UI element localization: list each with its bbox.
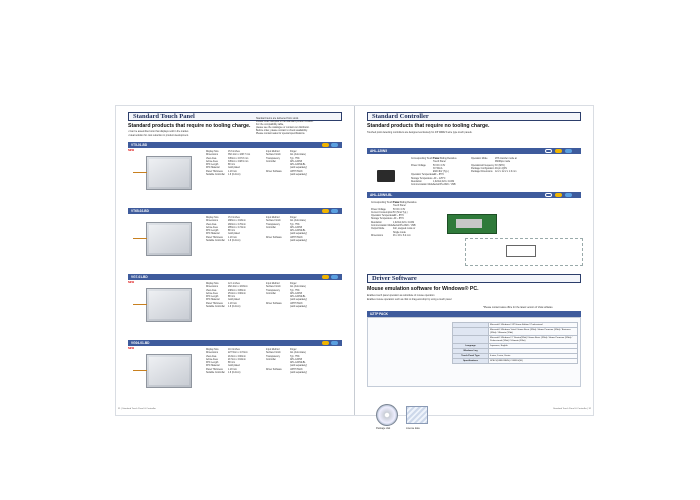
spec-label: Active Area [206, 160, 218, 163]
product-bar [128, 340, 342, 346]
note-line-1: Standard items are delivered from stock. [256, 117, 299, 120]
spec-label: Transparency [266, 289, 280, 292]
spec-value: 12.2 x 12.2 x 1.6 mm [495, 171, 517, 174]
product-model: VG7-01-BD [131, 274, 148, 279]
catalog-spread [116, 106, 593, 430]
spec-value: 10.4 inches [228, 349, 240, 351]
os-row [453, 336, 578, 344]
spec-label: FPC Length [206, 230, 219, 233]
spec-value: 285mm x 174mm [228, 226, 246, 229]
touch-panel-image [146, 156, 192, 190]
spec-value: 9600bps mode [495, 161, 511, 164]
spec-value: AG (Anti-Glare) [290, 286, 306, 289]
spec-row [206, 372, 346, 375]
spec-label: Driver Software [266, 302, 282, 305]
spec-label: Input Method [266, 217, 280, 219]
controller-subtitle: Standard products that require no tooling charge. [367, 123, 490, 129]
spec-value: (sold separately) [290, 372, 307, 375]
touch-panel-image [146, 288, 192, 322]
spec-value: 1.6 (0.2mm) [228, 306, 241, 309]
spec-label: Operational Frequency [471, 164, 495, 167]
controller-model-2: AHL-120N9-BL [370, 192, 393, 197]
spec-label: Operation Mode [471, 158, 488, 160]
spec-value: 1.6 (0.2mm) [228, 174, 241, 177]
spec-value: UZTP PACK [290, 170, 303, 173]
badge-icon [565, 149, 572, 153]
note-line-2: Please order samples of the standard product models. [256, 120, 314, 123]
bullet-2: • Ideal solution for cost reduction in product development. [128, 133, 189, 137]
badge-icon [313, 209, 320, 213]
spec-value: 46 x 18 x 8.2 mm [393, 234, 411, 237]
spec-value: 12.1 inches [228, 283, 240, 285]
spec-label: Power Voltage [371, 208, 386, 211]
touch-panel-image [146, 354, 192, 388]
os-support-table [452, 322, 578, 364]
spec-value: AG (Anti-Glare) [290, 220, 306, 223]
badge-icon [545, 193, 552, 197]
spec-value: 251mm x 190mm [228, 292, 246, 295]
spec-label: Input Method [266, 349, 280, 351]
os-row-label: Windows Log [453, 349, 489, 354]
os-row-value: SPEC/(UNIFORMS) CONFIG(30) [489, 359, 578, 364]
spec-label: View Area [206, 157, 217, 160]
os-row-value: Japanese, English [489, 344, 578, 349]
fpc-cable [133, 370, 147, 371]
spec-value: Finger [290, 151, 297, 153]
spec-value: 3V 50mA [433, 167, 443, 170]
spec-value: -20 ~ 85°C [393, 215, 405, 218]
spec-label: FPC Material [206, 299, 220, 302]
fpc-cable [133, 238, 147, 239]
spec-value: 1.18 mm [228, 302, 237, 305]
spec-label: FPC Length [206, 362, 219, 365]
badge-icon [331, 275, 338, 279]
spec-value: 88 mm [228, 362, 236, 365]
spec-value: (sold separately) [290, 365, 307, 368]
os-row-label [453, 336, 489, 344]
bullet-1: • Can be assembled onto that displays sold in the market. [128, 130, 189, 133]
product-specs [206, 151, 346, 177]
badge-icon [555, 149, 562, 153]
controller-board-image [447, 214, 497, 234]
new-badge: NEW [128, 281, 135, 284]
os-row-label [453, 328, 489, 336]
left-footer: 31 | Standard Touch Panel & Controller [118, 408, 156, 410]
spec-value: 1.18 mm [228, 236, 237, 239]
panel-glass [149, 291, 189, 319]
spec-value: AHL-120N5 [290, 292, 303, 295]
badge-icon [331, 209, 338, 213]
spec-label: Output Mode [371, 228, 385, 231]
spec-label: Display Size [206, 283, 219, 285]
controller-model-1: AHL-120N5 [370, 148, 388, 153]
product-specs [206, 349, 346, 375]
badge-icon [322, 275, 329, 279]
right-page-number: 32 [588, 408, 591, 410]
spec-label: Storage Temperature [371, 218, 393, 221]
spec-label: Driver Software [266, 368, 282, 371]
spec-label: Driver Software [266, 236, 282, 239]
new-badge: NEW [128, 347, 135, 350]
spec-label: View Area [206, 289, 217, 292]
spec-value: 1.18 mm [228, 170, 237, 173]
connection-diagram [465, 238, 583, 266]
spec-value: 282mm x 170mm [228, 223, 246, 226]
right-footer-text: Standard Touch Panel & Controller [553, 408, 587, 410]
spec-value: 5V DC 3.3V [393, 208, 406, 211]
note-line-3: For the compatibility table, [256, 123, 284, 126]
spec-value: 1,024x1,024 x 10-Bit [433, 181, 455, 184]
os-row-value: Microsoft® Windows® XP Home Edition / Professional [489, 323, 578, 328]
spec-label: Communication Mode [371, 225, 394, 228]
package-label: Package disk [376, 427, 391, 430]
spec-value: Typ. 75% [290, 355, 300, 358]
spec-label: Dimensions [206, 154, 218, 157]
spec-label: Resolution [371, 221, 382, 224]
fpc-cable [133, 172, 147, 173]
uztp-pack-label: UZTP PACK [370, 311, 388, 316]
spec-value: Gold plated [228, 365, 240, 368]
spec-value: AHL-120N9-BL [290, 230, 306, 233]
spec-value: Touch Panel [393, 205, 406, 208]
badge-icon [545, 149, 552, 153]
spec-value: 1.6 (0.2mm) [228, 240, 241, 243]
spec-value: (sold separately) [290, 306, 307, 309]
controller-title: Standard Controller [372, 113, 429, 120]
manual-icon [406, 406, 428, 424]
product-model: VT65-02-BD [131, 208, 149, 213]
spec-value: AHL-120N9-BL [290, 164, 306, 167]
spec-label: View Area [206, 223, 217, 226]
manual-label: License data [406, 427, 420, 430]
spec-value: 213mm x 160mm [228, 355, 246, 358]
spec-value: 15.0 inches [228, 217, 240, 219]
spec-label: FPC Length [206, 164, 219, 167]
badge-icon [565, 193, 572, 197]
spec-value: AG (Anti-Glare) [290, 154, 306, 157]
spec-label: Surface Finish [266, 352, 281, 355]
spec-label: View Area [206, 355, 217, 358]
product-model: VT5-01-BD [131, 142, 148, 147]
spec-label: Input Method [266, 151, 280, 153]
spec-label: Transparency [266, 157, 280, 160]
spec-value: 5V (5mA Typ.) [393, 211, 408, 214]
spec-label: Suitable Controller [206, 240, 225, 243]
spec-value: Gold plated [228, 299, 240, 302]
right-footer: Standard Touch Panel & Controller | 32 [553, 408, 591, 410]
spec-label: Panel Thickness [206, 236, 223, 239]
spec-label: Suitable Controller [206, 372, 225, 375]
os-row [453, 328, 578, 336]
spec-value: 5 wire Sliding Resistive [433, 158, 457, 160]
controller-bar-1 [367, 148, 581, 154]
spec-label: Display Size [206, 151, 219, 153]
spec-value: 2HS transfer mode at [495, 158, 517, 160]
badge-icon [331, 143, 338, 147]
spec-value: UZTP PACK [290, 368, 303, 371]
spec-label: Controller [266, 358, 276, 361]
product-bar [128, 142, 342, 148]
spec-label: FPC Material [206, 167, 220, 170]
spec-value: AHL-120N9-BL [290, 362, 306, 365]
spec-value: 1.6 (0.2mm) [228, 372, 241, 375]
driver-bullet-1: Enables touch panel operation as substitute of mouse operation [367, 294, 435, 297]
spec-label: Dimensions [206, 220, 218, 223]
spec-label: Active Area [206, 292, 218, 295]
spec-label: Corresponding Touch Panel [371, 202, 400, 204]
badge-icon [322, 341, 329, 345]
spec-value: Typ. 75% [290, 223, 300, 226]
spec-value: -40 ~ 85°C [393, 218, 405, 221]
spec-value: Finger [290, 283, 297, 285]
spec-label: Resolution [411, 181, 422, 184]
spec-value: Finger [290, 349, 297, 351]
product-model: VG04-01-BD [131, 340, 150, 345]
badge-icon [322, 143, 329, 147]
left-page-number: 31 [118, 408, 121, 410]
spec-value: (sold separately) [290, 233, 307, 236]
cd-disc-icon [376, 404, 398, 426]
spec-value: 298mm x 193mm [228, 220, 246, 223]
right-page [355, 106, 593, 430]
spec-value: Single mode [393, 231, 406, 234]
spec-value: (sold separately) [290, 299, 307, 302]
spec-value: (sold separately) [290, 240, 307, 243]
spec-label: Communication Mode [411, 184, 434, 187]
badge-icon [313, 143, 320, 147]
controller-desc: Touched point detecting controllers are designed exclusively for 4/5 WIRE 5-wire type touch panels. [367, 131, 473, 134]
spec-label: Dimensions [206, 352, 218, 355]
spec-label: Dimensions [206, 286, 218, 289]
spec-value: 352.1mm x 208.7 mm [228, 154, 251, 157]
spec-row [411, 184, 551, 187]
product-specs [206, 283, 346, 309]
left-footer-text: Standard Touch Panel & Controller [122, 408, 156, 410]
spec-label: Surface Finish [266, 286, 281, 289]
spec-label: Transparency [266, 355, 280, 358]
spec-label: Power Voltage [411, 164, 426, 167]
os-row-label: Touch Panel Type [453, 354, 489, 359]
spec-value: 227.5mm x 172mm [228, 352, 248, 355]
spec-value: Gold plated [228, 167, 240, 170]
spec-label: Current Consumption [371, 211, 393, 214]
spec-label: Controller [266, 226, 276, 229]
panel-glass [149, 225, 189, 253]
spec-label: Dimensions [371, 234, 383, 237]
note-line-5: Before order, please contact to check availability. [256, 129, 308, 132]
spec-label: Display Size [206, 217, 219, 219]
spec-label: Corresponding Touch Panel [411, 158, 440, 160]
spec-value: 1,024x1,024 x 10-Bit [393, 221, 415, 224]
spec-label: Panel Thickness [206, 368, 223, 371]
spec-label: Surface Finish [266, 220, 281, 223]
spec-value: Typ. 75% [290, 157, 300, 160]
product-specs [206, 217, 346, 243]
spec-value: UZTP PACK [290, 236, 303, 239]
os-row-label: Language [453, 344, 489, 349]
fpc-cable [133, 304, 147, 305]
touch-panel-title: Standard Touch Panel [133, 113, 195, 120]
spec-label: Active Area [206, 358, 218, 361]
spec-value: 248mm x 186mm [228, 289, 246, 292]
touch-panel-subtitle: Standard products that require no tooling charge. [128, 123, 251, 129]
spec-value: 5V DC 3.3V [433, 164, 446, 167]
spec-label: Transparency [266, 223, 280, 226]
controller-header [367, 112, 581, 121]
spec-label: Controller [266, 160, 276, 163]
spec-value: 88 mm [228, 230, 236, 233]
os-row-value: 4-wire, 5-wire, 8-wire [489, 354, 578, 359]
spec-value: AHL-120N5 [290, 226, 303, 229]
spec-value: -40 ~ 125°C [433, 177, 446, 180]
spec-value: 88 mm [228, 296, 236, 299]
spec-value: Full, stepped mode or [393, 228, 416, 231]
spec-value: Typ. 75% [290, 289, 300, 292]
os-row-value: Microsoft® Windows® 7 Starter(32bit) / Home Basic (32bit) / Home Premium (32bit) / Professional (32bit) / Ultimate (32bit) [489, 336, 578, 344]
spec-value: AHL-120N5 [290, 160, 303, 163]
spec-label: Active Area [206, 226, 218, 229]
spec-value: ESD 3kV (Typ.) [433, 171, 449, 174]
spec-label: Operation Temperature [371, 215, 395, 218]
spec-value: (sold separately) [290, 167, 307, 170]
badge-icon [313, 275, 320, 279]
spec-value: Touch Panel [433, 161, 446, 164]
spec-row [206, 174, 346, 177]
badge-icon [313, 341, 320, 345]
spec-value: 48-pin QFN [495, 167, 507, 170]
spec-label: FPC Material [206, 233, 220, 236]
spec-value: (sold separately) [290, 174, 307, 177]
spec-label: Package Dimensions [471, 171, 493, 174]
panel-glass [149, 357, 189, 385]
badge-icon [555, 193, 562, 197]
spec-label: Panel Thickness [206, 170, 223, 173]
spec-row [206, 306, 346, 309]
spec-row [206, 240, 346, 243]
spec-label: Package Configuration [471, 167, 495, 170]
spec-value: 3V (MHz) [495, 164, 505, 167]
spec-label: Controller [266, 292, 276, 295]
spec-value: 15.6 inches [228, 151, 240, 153]
left-page [116, 106, 354, 415]
product-bar [128, 208, 342, 214]
note-line-6: Please contact sales for special specifications. [256, 132, 306, 135]
spec-value: 217mm x 164mm [228, 358, 246, 361]
diagram-board [506, 245, 536, 257]
spec-value: Gold plated [228, 233, 240, 236]
spec-label: Panel Thickness [206, 302, 223, 305]
touch-panel-image [146, 222, 192, 256]
spec-value: AHL-120N5 [290, 358, 303, 361]
product-bar [128, 274, 342, 280]
os-row-label: Specifications [453, 359, 489, 364]
spec-value: Finger [290, 217, 297, 219]
driver-title: Driver Software [372, 275, 417, 282]
controller-1-specs [411, 158, 551, 188]
new-badge: NEW [128, 149, 135, 152]
spec-value: Serial RS-232C / USB [433, 184, 456, 187]
note-line-4: please see the catalogue or contact our distributor. [256, 126, 310, 129]
driver-header [367, 274, 581, 283]
spec-label: Suitable Controller [206, 306, 225, 309]
spec-label: Driver Software [266, 170, 282, 173]
driver-note: *Please contact sales office for the latest version of Vista software [483, 306, 553, 309]
spec-label: Surface Finish [266, 154, 281, 157]
driver-subtitle: Mouse emulation software for Windows® PC. [367, 286, 479, 292]
spec-value: AG (Anti-Glare) [290, 352, 306, 355]
controller-chip-image [377, 170, 395, 182]
spec-value: 345mm x 197.8 mm [228, 157, 249, 160]
badge-icon [331, 341, 338, 345]
controller-bar-2 [367, 192, 581, 198]
spec-label: Storage Temperature [411, 177, 433, 180]
spec-value: 5 wire Sliding Resistive [393, 202, 417, 204]
spec-value: 262.4mm x 203mm [228, 286, 248, 289]
spec-value: 345mm x 198.9 mm [228, 160, 249, 163]
os-row [453, 359, 578, 364]
spec-value: Serial RS-232C / USB [393, 225, 416, 228]
spec-value: -20 ~ 85°C [433, 174, 445, 177]
spec-label: Operation Temperature [411, 174, 435, 177]
spec-label: FPC Length [206, 296, 219, 299]
panel-glass [149, 159, 189, 187]
spec-label: Input Method [266, 283, 280, 285]
spec-value: 1.18 mm [228, 368, 237, 371]
os-row-value: Microsoft® Windows Vista® Home Basic (32bit) / Home Premium (32bit) / Business (32bit) / Ultimate (32bit) [489, 328, 578, 336]
spec-value: 88 mm [228, 164, 236, 167]
driver-bullet-2: Enables mouse operation such as click or drag-and-drop by using a touch panel [367, 298, 452, 301]
badge-icon [322, 209, 329, 213]
spec-label: Suitable Controller [206, 174, 225, 177]
spec-value: AHL-120N9-BL [290, 296, 306, 299]
spec-label: Display Size [206, 349, 219, 351]
spec-value: UZTP PACK [290, 302, 303, 305]
spec-label: FPC Material [206, 365, 220, 368]
